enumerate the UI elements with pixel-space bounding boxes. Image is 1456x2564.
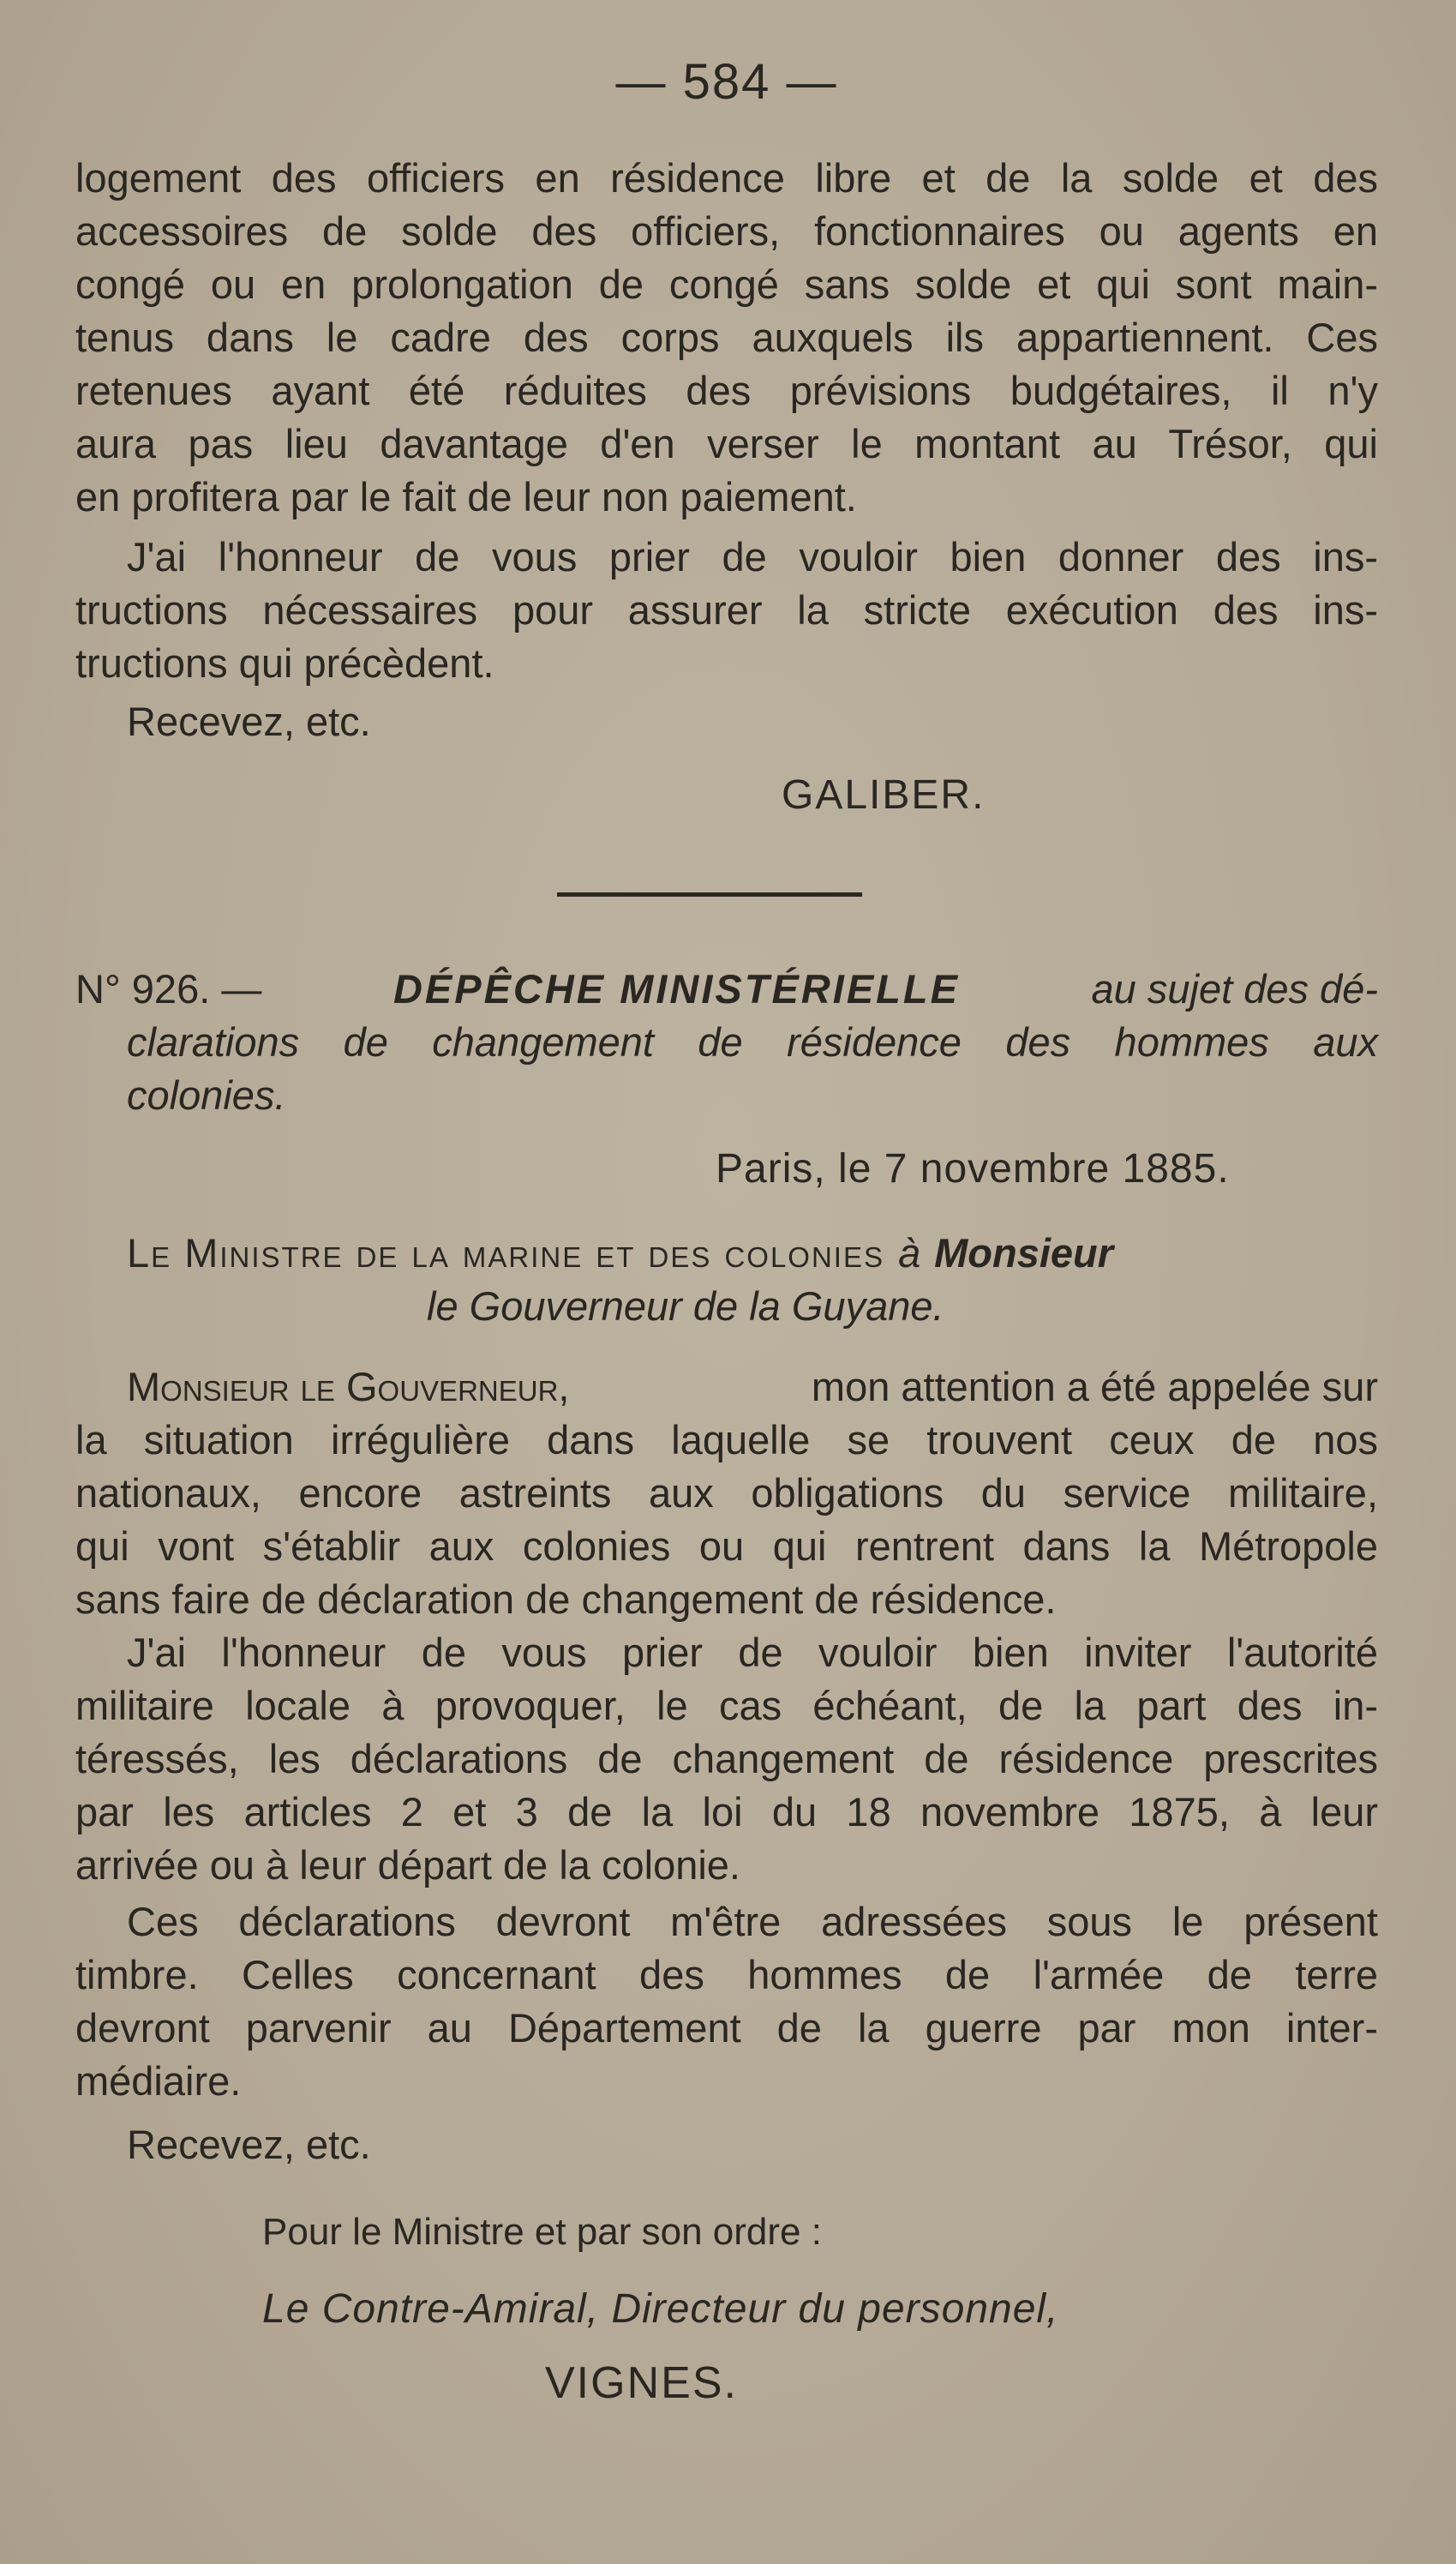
text-line: J'ai l'honneur de vous prier de vouloir bien donner des ins-	[127, 534, 1378, 579]
text-line: timbre. Celles concernant des hommes de l'armée de terre	[75, 1952, 1378, 1997]
closing-line: Recevez, etc.	[127, 699, 371, 744]
text-span: mon attention a été appelée sur	[811, 1364, 1378, 1409]
address-line: le Gouverneur de la Guyane.	[427, 1283, 944, 1329]
signature-vignes: VIGNES.	[545, 2358, 738, 2408]
text-line: devront parvenir au Département de la guerre par mon inter-	[75, 2005, 1378, 2051]
text-line: retenues ayant été réduites des prévisions budgétaires, il n'y	[75, 368, 1378, 413]
text-line: logement des officiers en résidence libre et de la solde et des	[75, 155, 1378, 201]
text-line: Ces déclarations devront m'être adressées sous le présent	[127, 1899, 1378, 1944]
heading-line: clarations de changement de résidence des hommes aux	[127, 1019, 1378, 1065]
signature-galiber: GALIBER.	[782, 772, 986, 818]
text-line: accessoires de solde des officiers, fonctionnaires ou agents en	[75, 208, 1378, 254]
text-line: la situation irrégulière dans laquelle se trouvent ceux de nos	[75, 1417, 1378, 1462]
text-line	[127, 1361, 1378, 1413]
text-line: nationaux, encore astreints aux obligations du service militaire,	[75, 1470, 1378, 1516]
closing-line: Recevez, etc.	[127, 2122, 371, 2167]
text-line: militaire locale à provoquer, le cas échéant, de la part des in-	[75, 1683, 1378, 1728]
address-sender: Le Ministre de la marine et des colonies	[127, 1230, 884, 1276]
text-line: en profitera par le fait de leur non paiement.	[75, 474, 857, 519]
text-line: aura pas lieu davantage d'en verser le montant au Trésor, qui	[75, 421, 1378, 466]
page-number: — 584 —	[615, 54, 838, 110]
section-divider	[557, 892, 862, 897]
text-line: tructions qui précèdent.	[75, 640, 494, 686]
text-line: par les articles 2 et 3 de la loi du 18 novembre 1875, à leur	[75, 1789, 1378, 1834]
rank-line: Le Contre-Amiral, Directeur du personnel,	[262, 2286, 1059, 2332]
heading-line	[75, 964, 1378, 1015]
text-line: qui vont s'établir aux colonies ou qui rentrent dans la Métropole	[75, 1523, 1378, 1569]
text-line: J'ai l'honneur de vous prier de vouloir bien inviter l'autorité	[127, 1630, 1378, 1675]
address-monsieur: Monsieur	[934, 1230, 1114, 1276]
text-line: congé ou en prolongation de congé sans solde et qui sont main-	[75, 261, 1378, 307]
salutation: Monsieur le Gouverneur,	[127, 1364, 570, 1409]
text-line: sans faire de déclaration de changement de résidence.	[75, 1576, 1057, 1622]
document-type: DÉPÊCHE MINISTÉRIELLE	[392, 966, 960, 1012]
text-line: tenus dans le cadre des corps auxquels ils appartiennent. Ces	[75, 315, 1378, 360]
order-line: Pour le Ministre et par son ordre :	[262, 2211, 822, 2253]
address-line	[127, 1228, 1378, 1279]
heading-subject: au sujet des dé-	[1091, 966, 1378, 1012]
document-number: N° 926. —	[75, 966, 262, 1012]
address-preposition: à	[898, 1230, 921, 1276]
text-line: téressés, les déclarations de changement de résidence prescrites	[75, 1736, 1378, 1781]
text-line: médiaire.	[75, 2058, 242, 2104]
heading-line: colonies.	[127, 1072, 286, 1118]
dateline: Paris, le 7 novembre 1885.	[716, 1146, 1230, 1192]
text-line: arrivée ou à leur départ de la colonie.	[75, 1842, 740, 1888]
text-line: tructions nécessaires pour assurer la stricte exécution des ins-	[75, 587, 1378, 633]
